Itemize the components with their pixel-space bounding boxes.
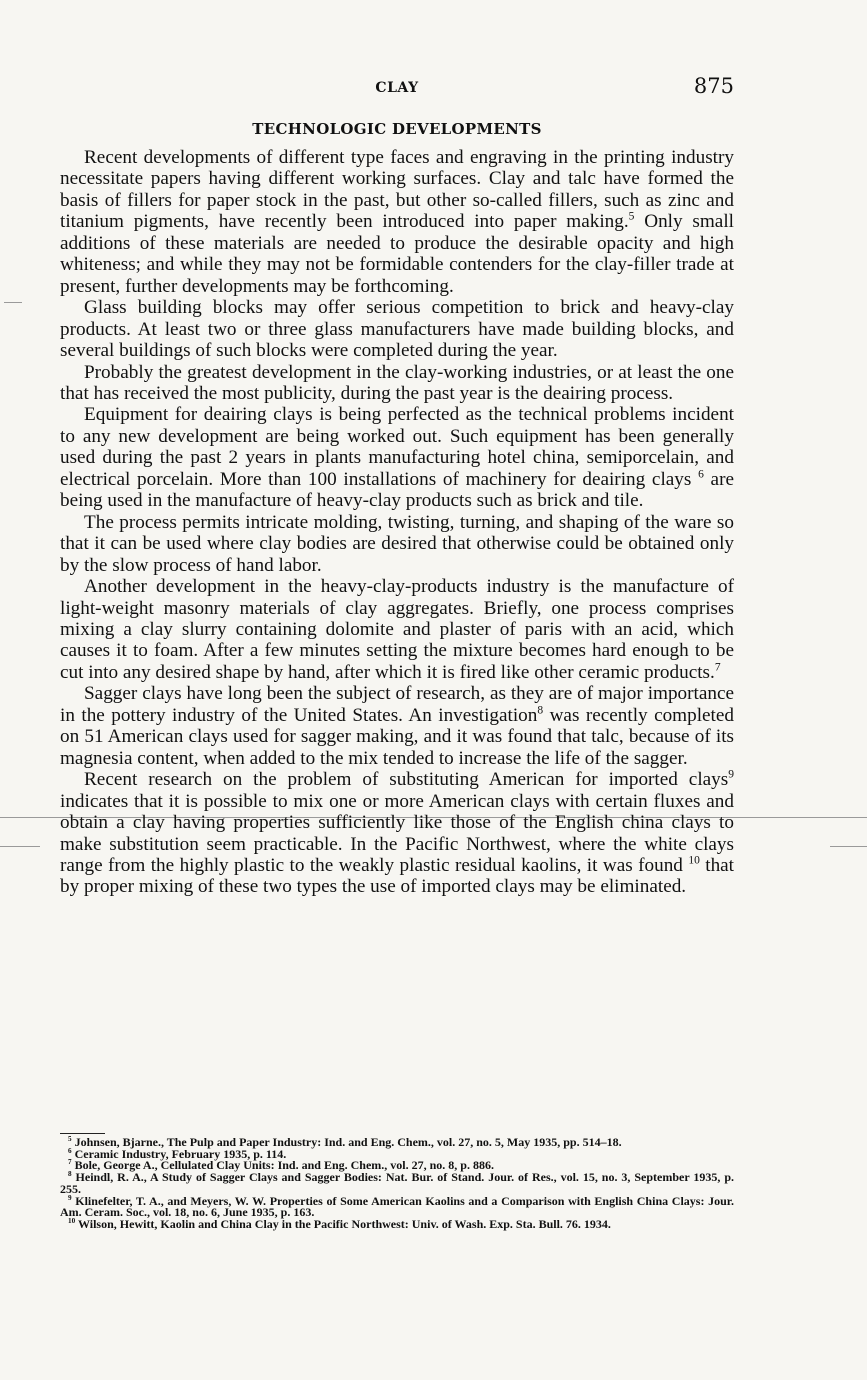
paragraph: The process permits intricate molding, twisting, turning, and shaping of the ware so that it can be used where clay bodies are desired that otherwise could be obtained only by the slow process of hand labor. <box>60 511 734 576</box>
footnote: $^8$ Heindl, R. A., A Study of Sagger Clays and Sagger Bodies: Nat. Bur. of Stand. Jour. of Res., vol. 15, no. 3, September 1935, p. 255. <box>60 1170 735 1196</box>
section-title: TECHNOLOGIC DEVELOPMENTS <box>252 120 542 138</box>
footnote-ref: 10 <box>688 854 700 867</box>
paragraph: Equipment for deairing clays is being perfected as the technical problems incident to any new development are being worked out. Such equipment has been generally used during the past 2 years in plants manufacturing hotel china, semiporcelain, and electrical porcelain. More than 100 installations of machinery for deairing clays $^6$ are being used in the manufacture of heavy-clay products such as brick and tile. <box>60 404 734 512</box>
footnote-ref: 7 <box>714 661 721 674</box>
running-title: CLAY <box>375 80 419 96</box>
footnote: $^6$ Ceramic Industry, February 1935, p. 114. <box>68 1146 287 1161</box>
paragraph: Recent research on the problem of substituting American for imported clays$^9$ indicates that it is possible to mix one or more American clays with certain fluxes and obtain a clay having properties sufficiently like those of the English china clays to make substitution seem practicable. In the Pacific Northwest, where the white clays range from the highly plastic to the weakly plastic residual kaolins, it was found $^{10}$ that by proper mixing of these two types the use of imported clays may be eliminated. <box>60 768 735 898</box>
paragraph: Sagger clays have long been the subject of research, as they are of major importance in the pottery industry of the United States. An investigation$^8$ was recently completed on 51 American clays used for sagger making, and it was found that talc, because of its magnesia content, when added to the mix tended to increase the life of the sagger. <box>60 683 734 769</box>
paragraph: Glass building blocks may offer serious competition to brick and heavy-clay products. At least two or three glass manufacturers have made building blocks, and several buildings of such blocks were completed during the year. <box>60 297 734 362</box>
paragraph: Recent developments of different type faces and engraving in the printing industry necessitate papers having different working surfaces. Clay and talc have formed the basis of fillers for paper stock in the past, but other so-called fillers, such as zinc and titanium pigments, have recently been introduced into paper making.$^5$ Only small additions of these materials are needed to produce the desirable opacity and high whiteness; and while they may not be formidable contenders for the clay-filler trade at present, further developments may be forthcoming. <box>60 147 734 297</box>
scan-artifact-line <box>4 302 22 303</box>
footnote-ref: 8 <box>537 704 544 717</box>
paragraph: Probably the greatest development in the clay-working industries, or at least the one that has received the most publicity, during the past year is the deairing process. <box>60 361 734 404</box>
footnote-ref: 5 <box>628 210 635 223</box>
footnotes <box>60 1137 734 1231</box>
scan-artifact-line <box>830 846 867 847</box>
footnote-rule <box>60 1133 105 1134</box>
footnote: $^9$ Klinefelter, T. A., and Meyers, W. W. Properties of Some American Kaolins and a Comparison with English China Clays: Jour. Am. Ceram. Soc., vol. 18, no. 6, June 1935, p. 163. <box>60 1193 735 1220</box>
footnote: $^7$ Bole, George A., Cellulated Clay Units: Ind. and Eng. Chem., vol. 27, no. 8, p. 886. <box>68 1158 494 1173</box>
footnote: $^{10}$ Wilson, Hewitt, Kaolin and China Clay in the Pacific Northwest: Univ. of Wash. Exp. Sta. Bull. 76. 1934. <box>68 1216 611 1231</box>
scan-artifact-line <box>0 846 40 847</box>
body-text <box>60 147 734 898</box>
running-header <box>60 74 734 104</box>
footnote: $^5$ Johnsen, Bjarne., The Pulp and Paper Industry: Ind. and Eng. Chem., vol. 27, no. 5, May 1935, pp. 514–18. <box>68 1135 622 1149</box>
footnote-ref: 6 <box>698 468 704 481</box>
footnote-ref: 9 <box>728 768 734 781</box>
page-number: 875 <box>693 74 734 98</box>
paragraph: Another development in the heavy-clay-products industry is the manufacture of light-weight masonry materials of clay aggregates. Briefly, one process comprises mixing a clay slurry containing dolomite and plaster of paris with an acid, which causes it to foam. After a few minutes setting the mixture becomes hard enough to be cut into any desired shape by hand, after which it is fired like other ceramic products.$^7$ <box>60 576 734 683</box>
